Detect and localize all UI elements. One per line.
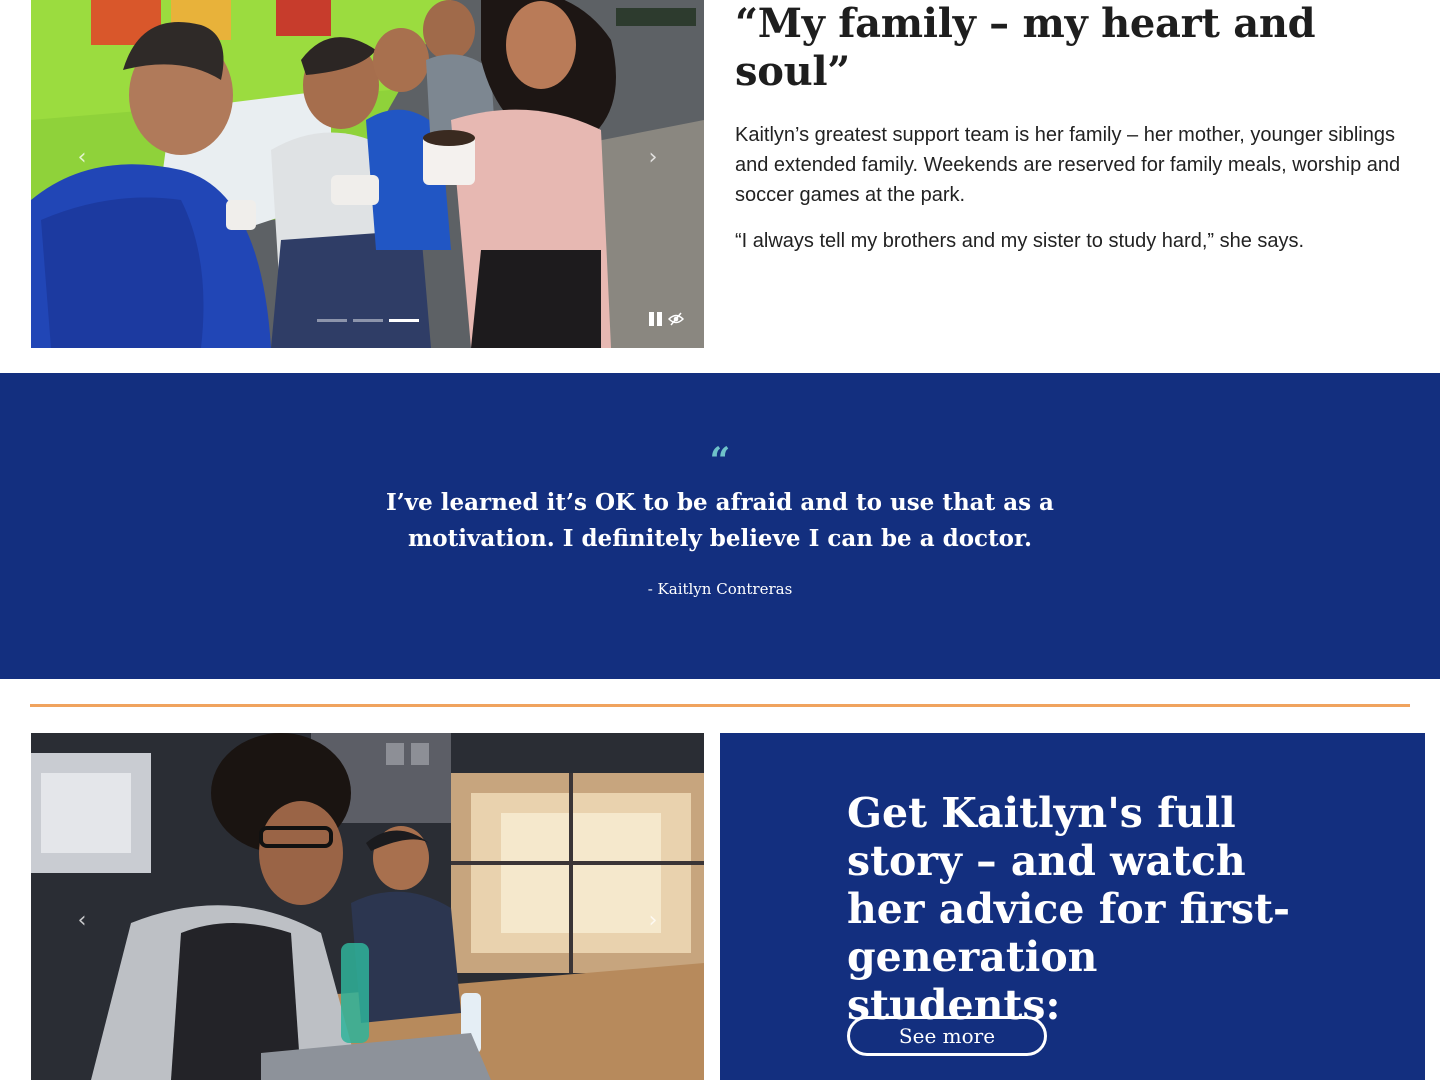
pause-icon[interactable] [649,312,662,326]
story-paragraph: “I always tell my brothers and my sister to study hard,” she says. [735,230,1305,252]
chevron-right-icon: › [648,908,658,933]
pull-quote-section [0,373,1440,679]
eye-slash-icon[interactable] [668,312,684,326]
quote-attribution: - Kaitlyn Contreras [647,580,793,598]
pull-quote-text: I’ve learned it’s OK to be afraid and to use that as a motivation. I definitely believe I can be a doctor. [386,489,1054,552]
carousel-indicator-3[interactable] [389,319,419,322]
chevron-left-icon: ‹ [77,908,87,933]
study-photo [31,733,704,1080]
carousel-indicator-1[interactable] [317,319,347,322]
study-photo-carousel[interactable] [31,733,704,1080]
story-paragraph: Kaitlyn’s greatest support team is her family – her mother, younger siblings and extended family. Weekends are reserved for family meals, worship and soccer games at the park. [735,124,1401,206]
carousel-next-button[interactable] [642,143,664,173]
see-more-button[interactable]: See more [847,1016,1047,1056]
quote-mark-icon: “ [709,440,731,482]
family-story-section [0,0,1440,373]
carousel-next-button[interactable] [642,906,664,936]
family-story-text [735,0,1415,256]
carousel-controls [649,312,684,326]
family-photo-carousel[interactable] [31,0,704,348]
section-divider [30,704,1410,707]
story-heading: “My family – my heart and soul” [735,0,1316,95]
full-story-cta-panel [720,733,1425,1080]
family-photo [31,0,704,348]
cta-heading: Get Kaitlyn's full story – and watch her advice for first-generation students: [847,789,1291,1029]
chevron-left-icon: ‹ [77,145,87,170]
chevron-right-icon: › [648,145,658,170]
carousel-prev-button[interactable] [71,906,93,936]
carousel-prev-button[interactable] [71,143,93,173]
carousel-indicator-2[interactable] [353,319,383,322]
carousel-indicators [317,319,419,322]
